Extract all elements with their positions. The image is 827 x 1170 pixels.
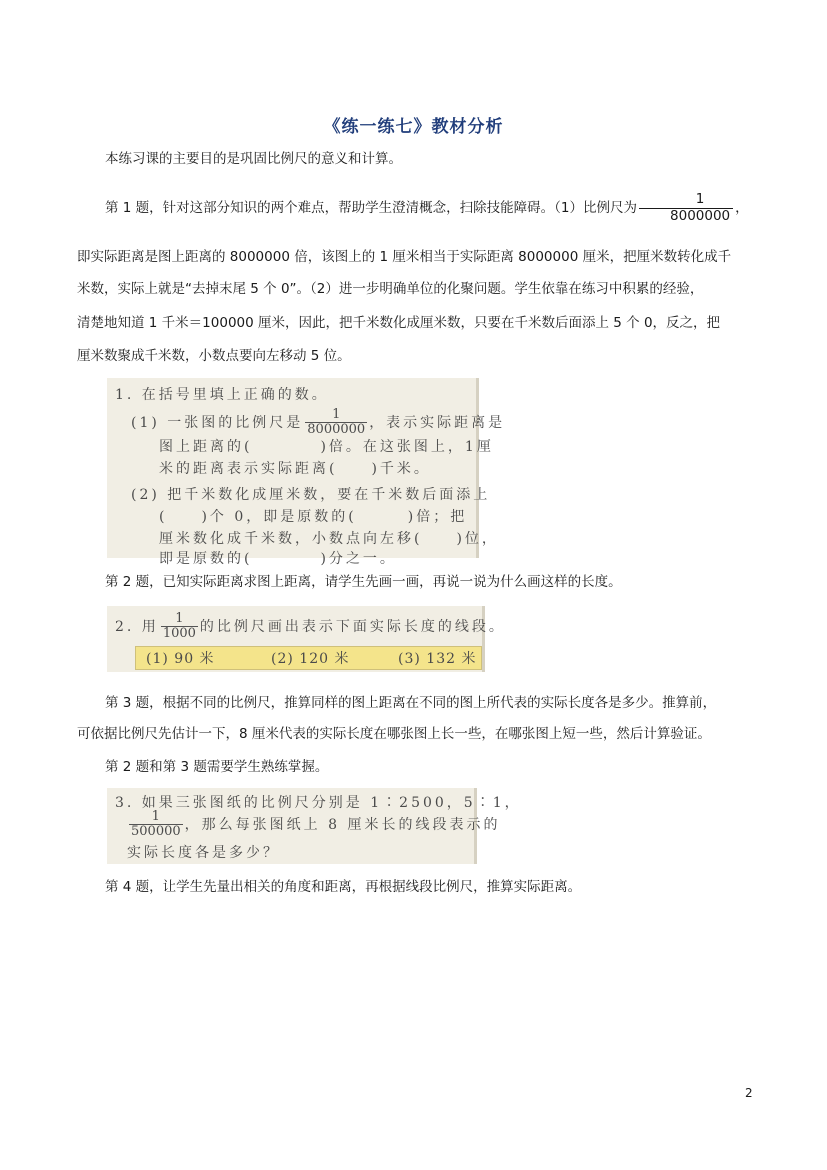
ex1-line4: 米的距离表示实际距离( )千米。 — [159, 461, 431, 477]
p1-line5: 厘米数聚成千米数，小数点要向左移动 5 位。 — [77, 348, 351, 364]
p3-line2: 可依据比例尺先估计一下，8 厘米代表的实际长度在哪张图上长一些，在哪张图上短一些，然后计算验证。 — [77, 726, 711, 742]
ex2-fraction-denominator: 1000 — [162, 626, 196, 642]
ex1-line8: 即是原数的( )分之一。 — [159, 551, 397, 567]
ex1-line2 — [131, 408, 505, 438]
ex1-line6: ( )个 0，即是原数的( )倍；把 — [159, 509, 468, 525]
textbook-exercise-1-image — [107, 378, 506, 567]
intro-paragraph: 本练习课的主要目的是巩固比例尺的意义和计算。 — [105, 151, 402, 167]
ex2-items-bar — [135, 646, 482, 670]
ex3-fraction-denominator: 500000 — [131, 824, 181, 840]
p1-lead: 第 1 题，针对这部分知识的两个难点，帮助学生澄清概念，扫除技能障碍。（1）比例尺为 — [105, 200, 638, 217]
ex3-line2 — [127, 810, 500, 840]
fraction-scale — [639, 192, 733, 224]
paragraph-key-points: 第 2 题和第 3 题需要学生熟练掌握。 — [105, 759, 329, 775]
ex2-heading-start: 2. 用 — [115, 618, 159, 635]
page-number: 2 — [745, 1086, 753, 1100]
ex1-line7: 厘米数化成千米数，小数点向左移( )位， — [159, 531, 499, 547]
ex2-item-1: (1) 90 米 — [146, 651, 215, 667]
textbook-exercise-2-image — [107, 606, 506, 672]
ex2-fraction — [161, 612, 198, 642]
ex3-fraction — [129, 810, 183, 840]
ex1-fraction-numerator: 1 — [332, 407, 341, 422]
p1-line4: 清楚地知道 1 千米＝100000 厘米，因此，把千米数化成厘米数，只要在千米数后面添上 5 个 0，反之，把 — [77, 315, 721, 331]
fraction-denominator: 8000000 — [639, 208, 733, 225]
p1-line2: 即实际距离是图上距离的 8000000 倍，该图上的 1 厘米相当于实际距离 8000000 厘米，把厘米数转化成千 — [77, 249, 732, 265]
ex3-line1: 3. 如果三张图纸的比例尺分别是 1∶2500，5∶1， — [115, 795, 522, 811]
ex2-fraction-numerator: 1 — [175, 611, 184, 626]
ex1-fraction-denominator: 8000000 — [307, 422, 366, 438]
ex1-heading: 1. 在括号里填上正确的数。 — [115, 387, 329, 403]
paragraph-exercise-2: 第 2 题，已知实际距离求图上距离，请学生先画一画，再说一说为什么画这样的长度。 — [105, 574, 622, 590]
ex1-line3: 图上距离的( )倍。在这张图上，1厘 — [159, 439, 494, 455]
ex2-item-2: (2) 120 米 — [271, 651, 350, 667]
ex1-fraction — [305, 408, 367, 438]
ex2-heading — [115, 612, 506, 642]
fraction-numerator: 1 — [695, 191, 705, 207]
p1-frac-tail: ， — [735, 200, 749, 217]
paragraph-exercise-4: 第 4 题，让学生先量出相关的角度和距离，再根据线段比例尺，推算实际距离。 — [105, 879, 582, 895]
textbook-exercise-3-image — [107, 788, 522, 864]
ex2-item-3: (3) 132 米 — [398, 651, 477, 667]
ex3-fraction-numerator: 1 — [151, 809, 160, 824]
ex2-heading-end: 的比例尺画出表示下面实际长度的线段。 — [199, 618, 506, 635]
ex3-line2-text: ，那么每张图纸上 8 厘米长的线段表示的 — [184, 816, 501, 833]
ex1-line2-end: ，表示实际距离是 — [369, 414, 506, 431]
p3-line1: 第 3 题，根据不同的比例尺，推算同样的图上距离在不同的图上所代表的实际长度各是多少。推算前， — [105, 695, 717, 711]
page-title: 《练一练七》教材分析 — [323, 117, 504, 137]
ex3-line3: 实际长度各是多少？ — [127, 845, 280, 861]
p1-line3: 米数，实际上就是“去掉末尾 5 个 0”。（2）进一步明确单位的化聚问题。学生依靠在练习中积累的经验， — [77, 281, 704, 297]
ex1-line5: (2) 把千米数化成厘米数，要在千米数后面添上 — [131, 487, 491, 503]
p1-line1 — [77, 192, 757, 224]
ex1-line2-start: (1) 一张图的比例尺是 — [131, 414, 304, 431]
